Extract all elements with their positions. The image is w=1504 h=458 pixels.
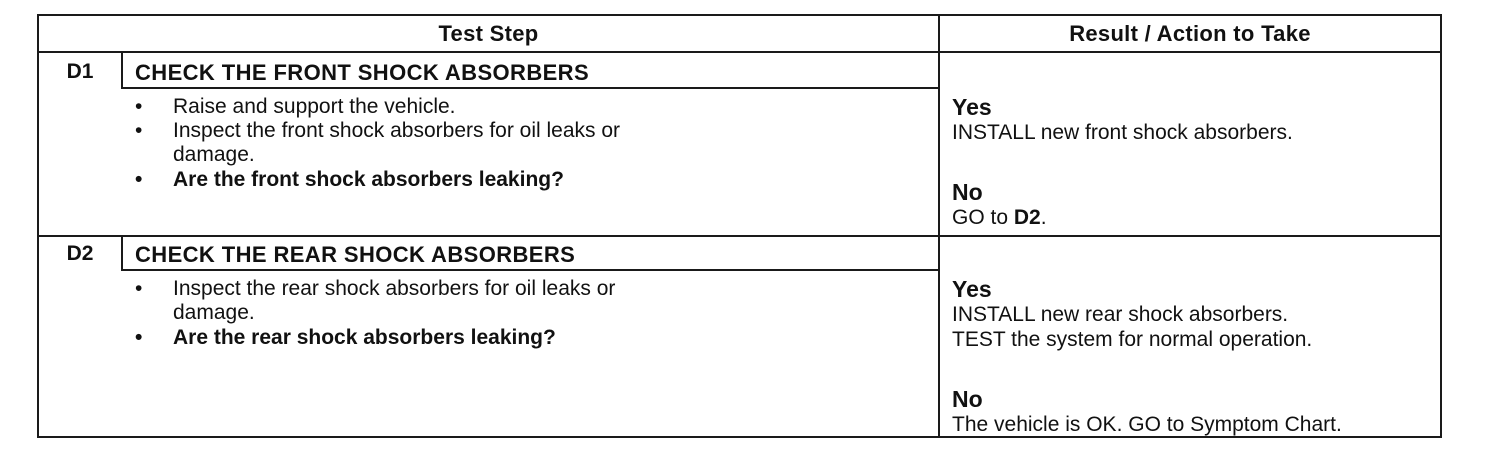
no-action-suffix: .	[1040, 206, 1047, 229]
bullet-icon: •	[135, 277, 143, 300]
no-action: The vehicle is OK. GO to Symptom Chart.	[952, 413, 1342, 436]
bullet-icon: •	[135, 95, 143, 118]
list-item	[135, 94, 620, 119]
no-label: No	[952, 386, 983, 412]
bullet-icon: •	[135, 168, 143, 191]
instruction-text-cont: damage.	[173, 301, 255, 324]
yes-action-2: TEST the system for normal operation.	[952, 328, 1313, 351]
instruction-text: Inspect the rear shock absorbers for oil leaks or	[173, 277, 616, 300]
step-title-underline	[121, 269, 938, 271]
step-title-d2: CHECK THE REAR SHOCK ABSORBERS	[135, 242, 576, 267]
header-test-step: Test Step	[438, 21, 539, 46]
step-instructions-d1	[135, 94, 620, 192]
step-separator	[39, 235, 1440, 237]
instruction-text: Raise and support the vehicle.	[173, 95, 456, 118]
yes-label: Yes	[952, 276, 992, 302]
result-d2	[952, 276, 1342, 437]
diagnostic-table	[37, 14, 1442, 438]
header-result-action: Result / Action to Take	[1069, 21, 1311, 46]
step-instructions-d2	[135, 277, 615, 350]
no-label: No	[952, 179, 983, 205]
step-question-d1: Are the front shock absorbers leaking?	[173, 168, 564, 191]
yes-action: INSTALL new rear shock absorbers.	[952, 303, 1289, 326]
instruction-text: Inspect the front shock absorbers for oil leaks or	[173, 119, 621, 142]
step-id-d2: D2	[66, 242, 94, 265]
list-item	[135, 167, 620, 192]
instruction-text-cont: damage.	[173, 143, 255, 166]
step-reference: D2	[1013, 206, 1041, 229]
list-item	[135, 325, 615, 350]
yes-action: INSTALL new front shock absorbers.	[952, 121, 1293, 144]
step-id-divider	[121, 237, 123, 271]
step-id-divider	[121, 53, 123, 89]
yes-label: Yes	[952, 94, 992, 120]
step-id-d1: D1	[66, 60, 94, 83]
column-divider	[938, 16, 940, 436]
no-action-text: GO to	[952, 206, 1014, 229]
step-title-underline	[121, 87, 938, 89]
no-action	[952, 205, 1293, 230]
list-item	[135, 277, 615, 325]
step-title-d1: CHECK THE FRONT SHOCK ABSORBERS	[135, 60, 590, 85]
result-d1	[952, 94, 1293, 230]
list-item	[135, 119, 620, 167]
bullet-icon: •	[135, 326, 143, 349]
step-question-d2: Are the rear shock absorbers leaking?	[173, 326, 556, 349]
bullet-icon: •	[135, 119, 143, 142]
